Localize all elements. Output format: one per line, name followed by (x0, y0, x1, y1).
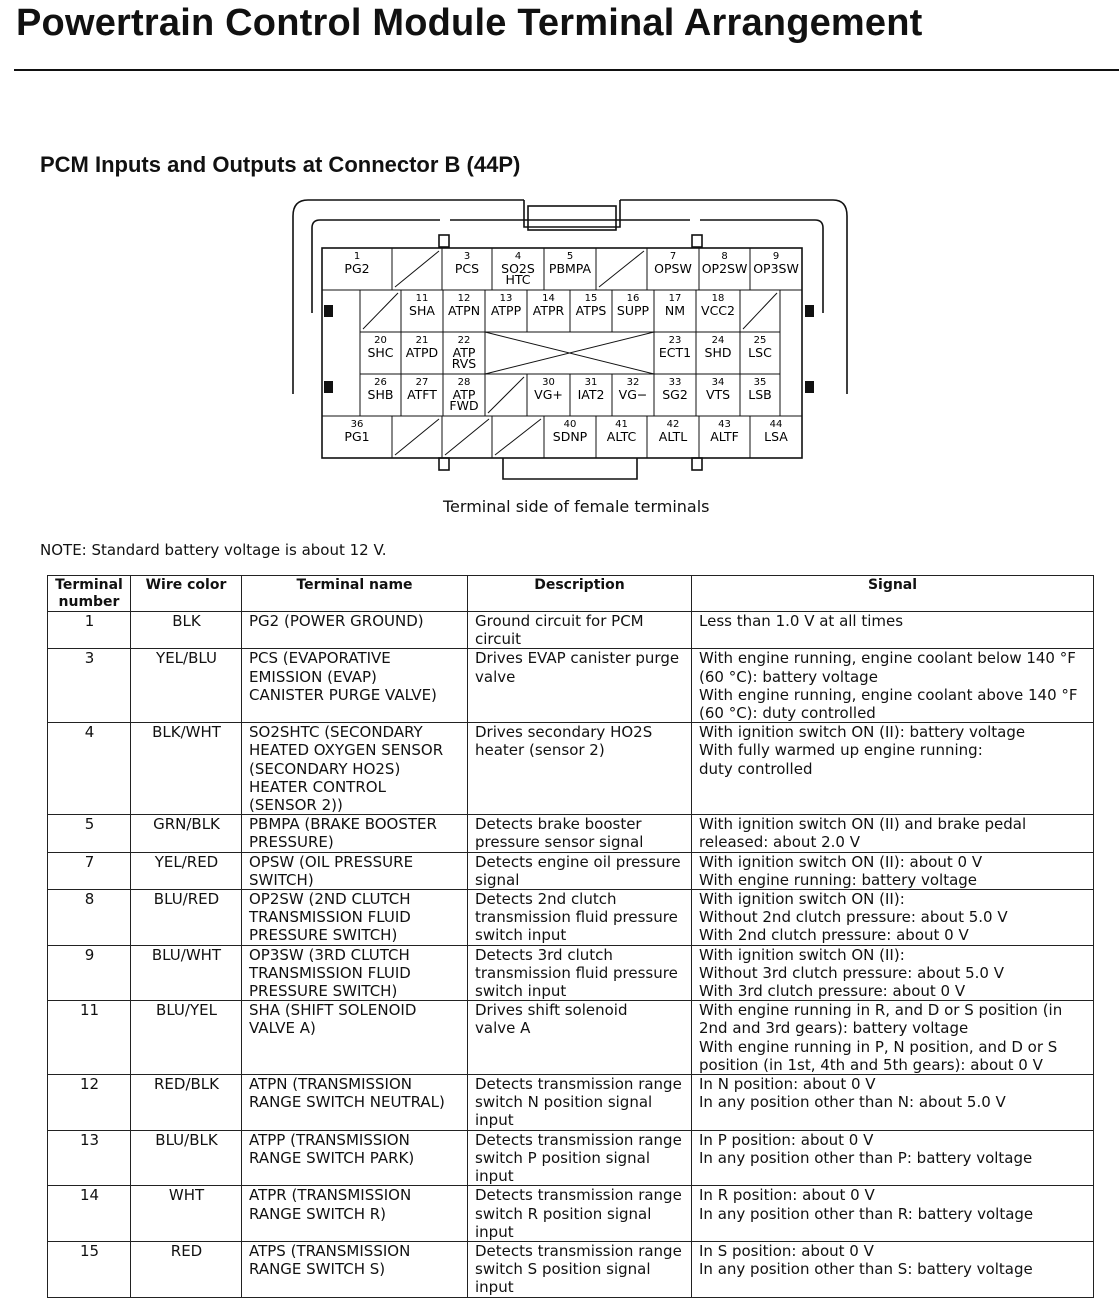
pin-8 (699, 248, 750, 290)
terminal-number-cell: 7 (48, 852, 131, 889)
pin-label: SUPP (616, 303, 650, 318)
pin-number: 42 (666, 419, 680, 430)
terminal-number-cell: 12 (48, 1075, 131, 1131)
table-row (48, 945, 1094, 1001)
pin-number: 31 (584, 377, 598, 388)
pin-34 (696, 374, 740, 416)
table-row (48, 890, 1094, 946)
description-cell: Drives secondary HO2S heater (sensor 2) (468, 723, 692, 815)
pin-35 (740, 374, 780, 416)
pin-label: PG1 (344, 429, 370, 444)
table-row (48, 1075, 1094, 1131)
section-subtitle: PCM Inputs and Outputs at Connector B (44P) (40, 152, 521, 177)
signal-cell: With ignition switch ON (II): Without 3rd clutch pressure: about 5.0 V With 3rd clutch pressure: about 0 V (692, 945, 1094, 1001)
header-description: Description (468, 576, 692, 612)
table-row (48, 1001, 1094, 1075)
description-cell: Detects transmission range switch P position signal input (468, 1130, 692, 1186)
table-row (48, 815, 1094, 852)
terminal-number-cell: 1 (48, 612, 131, 649)
terminal-name-cell: PCS (EVAPORATIVE EMISSION (EVAP) CANISTER PURGE VALVE) (242, 649, 468, 723)
description-cell: Drives EVAP canister purge valve (468, 649, 692, 723)
header-wire-color: Wire color (131, 576, 242, 612)
terminal-number-cell: 9 (48, 945, 131, 1001)
pin-number: 8 (721, 251, 728, 262)
blank-cavity (360, 290, 401, 332)
terminal-number-cell: 13 (48, 1130, 131, 1186)
terminal-number-cell: 15 (48, 1241, 131, 1297)
pin-label: VTS (705, 387, 731, 402)
pin-11 (401, 290, 443, 332)
pin-15 (570, 290, 612, 332)
pin-number: 16 (626, 293, 640, 304)
pin-label: SHB (367, 387, 394, 402)
pin-25 (740, 332, 780, 374)
description-cell: Detects 3rd clutch transmission fluid pressure switch input (468, 945, 692, 1001)
wire-color-cell: BLU/RED (131, 890, 242, 946)
wire-color-cell: RED (131, 1241, 242, 1297)
pin-number: 35 (753, 377, 767, 388)
terminal-number-cell: 11 (48, 1001, 131, 1075)
pin-number: 12 (457, 293, 471, 304)
signal-cell: With ignition switch ON (II): Without 2nd clutch pressure: about 5.0 V With 2nd clutch pressure: about 0 V (692, 890, 1094, 946)
pin-number: 9 (772, 251, 780, 262)
pin-number: 44 (769, 419, 783, 430)
description-cell: Detects engine oil pressure signal (468, 852, 692, 889)
pin-number: 11 (415, 293, 429, 304)
pin-number: 23 (668, 335, 682, 346)
pin-13 (485, 290, 527, 332)
pin-14 (527, 290, 570, 332)
pin-label: ATFT (407, 387, 437, 402)
terminal-name-cell: OP2SW (2ND CLUTCH TRANSMISSION FLUID PRESSURE SWITCH) (242, 890, 468, 946)
wire-color-cell: BLU/WHT (131, 945, 242, 1001)
pin-33 (654, 374, 696, 416)
pin-label: ATP (452, 387, 476, 402)
pin-label: PBMPA (548, 261, 592, 276)
pin-number: 28 (457, 377, 471, 388)
pin-number: 40 (563, 419, 577, 430)
terminal-number-cell: 8 (48, 890, 131, 946)
pin-26 (360, 374, 401, 416)
blank-cavity (492, 416, 544, 458)
signal-cell: In S position: about 0 V In any position other than S: battery voltage (692, 1241, 1094, 1297)
pin-28 (443, 374, 485, 416)
wire-color-cell: BLK (131, 612, 242, 649)
pin-number: 1 (353, 251, 361, 262)
pin-label: ECT1 (658, 345, 692, 360)
pin-7 (647, 248, 699, 290)
pin-5 (544, 248, 596, 290)
pin-label: NM (664, 303, 686, 318)
pin-number: 17 (668, 293, 682, 304)
pin-number: 7 (669, 251, 677, 262)
pin-label: SHA (409, 303, 435, 318)
pin-number: 36 (350, 419, 364, 430)
terminal-name-cell: OP3SW (3RD CLUTCH TRANSMISSION FLUID PRESSURE SWITCH) (242, 945, 468, 1001)
pin-17 (654, 290, 696, 332)
title-divider (14, 69, 1119, 71)
wire-color-cell: RED/BLK (131, 1075, 242, 1131)
terminal-number-cell: 5 (48, 815, 131, 852)
pin-label: PG2 (344, 261, 370, 276)
terminal-name-cell: SO2SHTC (SECONDARY HEATED OXYGEN SENSOR (SECONDARY HO2S) HEATER CONTROL (SENSOR 2)) (242, 723, 468, 815)
signal-cell: In P position: about 0 V In any position other than P: battery voltage (692, 1130, 1094, 1186)
header-terminal-name: Terminal name (242, 576, 468, 612)
pin-number: 15 (584, 293, 598, 304)
pin-label: LSC (748, 345, 772, 360)
pin-number: 14 (542, 293, 555, 304)
terminal-table (47, 575, 1094, 1298)
pin-label: LSB (748, 387, 772, 402)
signal-cell: With engine running in R, and D or S position (in 2nd and 3rd gears): battery voltage With engine running in P, N position, and D or S position (in 1st, 4th and 5th gears): about 0 V (692, 1001, 1094, 1075)
pin-label: HTC (505, 272, 531, 287)
pin-12 (443, 290, 485, 332)
pin-label: ATPD (405, 345, 439, 360)
table-row (48, 1186, 1094, 1242)
pin-21 (401, 332, 443, 374)
pin-42 (647, 416, 699, 458)
diagram-caption: Terminal side of female terminals (443, 497, 710, 516)
wire-color-cell: YEL/RED (131, 852, 242, 889)
pin-number: 21 (415, 335, 429, 346)
blank-cavity (740, 290, 780, 332)
blank-cavity-crossed (485, 332, 654, 374)
pin-number: 4 (514, 251, 522, 262)
pin-number: 22 (457, 335, 471, 346)
table-row (48, 612, 1094, 649)
signal-cell: With ignition switch ON (II): about 0 V With engine running: battery voltage (692, 852, 1094, 889)
table-row (48, 1130, 1094, 1186)
pin-label: SHD (704, 345, 732, 360)
pin-label: SO2S (501, 261, 535, 276)
pin-label: ALTC (606, 429, 637, 444)
description-cell: Detects transmission range switch S position signal input (468, 1241, 692, 1297)
pin-number: 27 (415, 377, 429, 388)
pin-label: VG− (618, 387, 648, 402)
description-cell: Detects 2nd clutch transmission fluid pressure switch input (468, 890, 692, 946)
blank-cavity (596, 248, 647, 290)
pin-16 (612, 290, 654, 332)
pin-number: 20 (374, 335, 387, 346)
pin-label: ATPR (532, 303, 565, 318)
table-row (48, 649, 1094, 723)
header-terminal-number: Terminal number (48, 576, 131, 612)
pin-9 (750, 248, 802, 290)
pin-number: 34 (711, 377, 725, 388)
pin-22 (443, 332, 485, 374)
terminal-number-cell: 4 (48, 723, 131, 815)
pin-3 (442, 248, 492, 290)
blank-cavity (392, 416, 442, 458)
signal-cell: In R position: about 0 V In any position other than R: battery voltage (692, 1186, 1094, 1242)
pin-label: ATPS (575, 303, 607, 318)
pin-number: 43 (718, 419, 731, 430)
pin-number: 41 (615, 419, 628, 430)
table-header-row (48, 576, 1094, 612)
signal-cell: With ignition switch ON (II): battery voltage With fully warmed up engine running: duty controlled (692, 723, 1094, 815)
pin-label: SG2 (662, 387, 688, 402)
pin-label: SHC (367, 345, 394, 360)
pin-23 (654, 332, 696, 374)
pin-43 (699, 416, 750, 458)
pin-label: OP3SW (753, 261, 799, 276)
wire-color-cell: GRN/BLK (131, 815, 242, 852)
signal-cell: With ignition switch ON (II) and brake pedal released: about 2.0 V (692, 815, 1094, 852)
pin-label: IAT2 (577, 387, 605, 402)
wire-color-cell: WHT (131, 1186, 242, 1242)
pin-24 (696, 332, 740, 374)
pin-number: 24 (711, 335, 725, 346)
terminal-name-cell: PBMPA (BRAKE BOOSTER PRESSURE) (242, 815, 468, 852)
pin-label: OPSW (654, 261, 692, 276)
pin-label: VCC2 (701, 303, 735, 318)
terminal-name-cell: ATPR (TRANSMISSION RANGE SWITCH R) (242, 1186, 468, 1242)
connector-diagram (290, 198, 860, 480)
pin-number: 30 (542, 377, 555, 388)
pin-label: OP2SW (701, 261, 748, 276)
pin-label: ATP (452, 345, 476, 360)
terminal-name-cell: ATPP (TRANSMISSION RANGE SWITCH PARK) (242, 1130, 468, 1186)
blank-cavity (442, 416, 492, 458)
pin-label: VG+ (534, 387, 563, 402)
pin-4 (492, 248, 544, 290)
terminal-number-cell: 14 (48, 1186, 131, 1242)
pin-40 (544, 416, 596, 458)
pin-44 (750, 416, 802, 458)
table-row (48, 1241, 1094, 1297)
wire-color-cell: BLU/YEL (131, 1001, 242, 1075)
pin-1 (322, 248, 392, 290)
wire-color-cell: BLK/WHT (131, 723, 242, 815)
pin-label: FWD (449, 398, 479, 413)
pin-41 (596, 416, 647, 458)
pin-number: 26 (374, 377, 387, 388)
wire-color-cell: YEL/BLU (131, 649, 242, 723)
terminal-number-cell: 3 (48, 649, 131, 723)
terminal-name-cell: SHA (SHIFT SOLENOID VALVE A) (242, 1001, 468, 1075)
pin-36 (322, 416, 392, 458)
pin-31 (570, 374, 612, 416)
pin-number: 25 (753, 335, 767, 346)
wire-color-cell: BLU/BLK (131, 1130, 242, 1186)
blank-cavity (392, 248, 442, 290)
header-signal: Signal (692, 576, 1094, 612)
pin-label: SDNP (552, 429, 588, 444)
pin-number: 3 (463, 251, 471, 262)
pin-number: 13 (499, 293, 513, 304)
pin-label: ATPN (447, 303, 481, 318)
pin-number: 32 (626, 377, 640, 388)
pin-label: ATPP (490, 303, 522, 318)
signal-cell: Less than 1.0 V at all times (692, 612, 1094, 649)
description-cell: Ground circuit for PCM circuit (468, 612, 692, 649)
pin-27 (401, 374, 443, 416)
terminal-name-cell: ATPS (TRANSMISSION RANGE SWITCH S) (242, 1241, 468, 1297)
description-cell: Drives shift solenoid valve A (468, 1001, 692, 1075)
blank-cavity (485, 374, 527, 416)
description-cell: Detects transmission range switch R position signal input (468, 1186, 692, 1242)
table-row (48, 852, 1094, 889)
description-cell: Detects transmission range switch N position signal input (468, 1075, 692, 1131)
pin-label: LSA (764, 429, 788, 444)
pin-label: RVS (451, 356, 477, 371)
terminal-name-cell: ATPN (TRANSMISSION RANGE SWITCH NEUTRAL) (242, 1075, 468, 1131)
pin-number: 5 (566, 251, 574, 262)
pin-number: 33 (668, 377, 682, 388)
pin-30 (527, 374, 570, 416)
pin-label: ALTL (658, 429, 688, 444)
pin-label: PCS (454, 261, 480, 276)
terminal-name-cell: PG2 (POWER GROUND) (242, 612, 468, 649)
table-row (48, 723, 1094, 815)
description-cell: Detects brake booster pressure sensor signal (468, 815, 692, 852)
signal-cell: In N position: about 0 V In any position other than N: about 5.0 V (692, 1075, 1094, 1131)
terminal-name-cell: OPSW (OIL PRESSURE SWITCH) (242, 852, 468, 889)
pin-20 (360, 332, 401, 374)
pin-32 (612, 374, 654, 416)
signal-cell: With engine running, engine coolant below 140 °F (60 °C): battery voltage With engine running, engine coolant above 140 °F (60 °C): duty controlled (692, 649, 1094, 723)
pin-label: ALTF (710, 429, 739, 444)
pin-number: 18 (711, 293, 725, 304)
voltage-note: NOTE: Standard battery voltage is about 12 V. (40, 541, 387, 559)
page-title: Powertrain Control Module Terminal Arrangement (16, 2, 923, 44)
pin-18 (696, 290, 740, 332)
